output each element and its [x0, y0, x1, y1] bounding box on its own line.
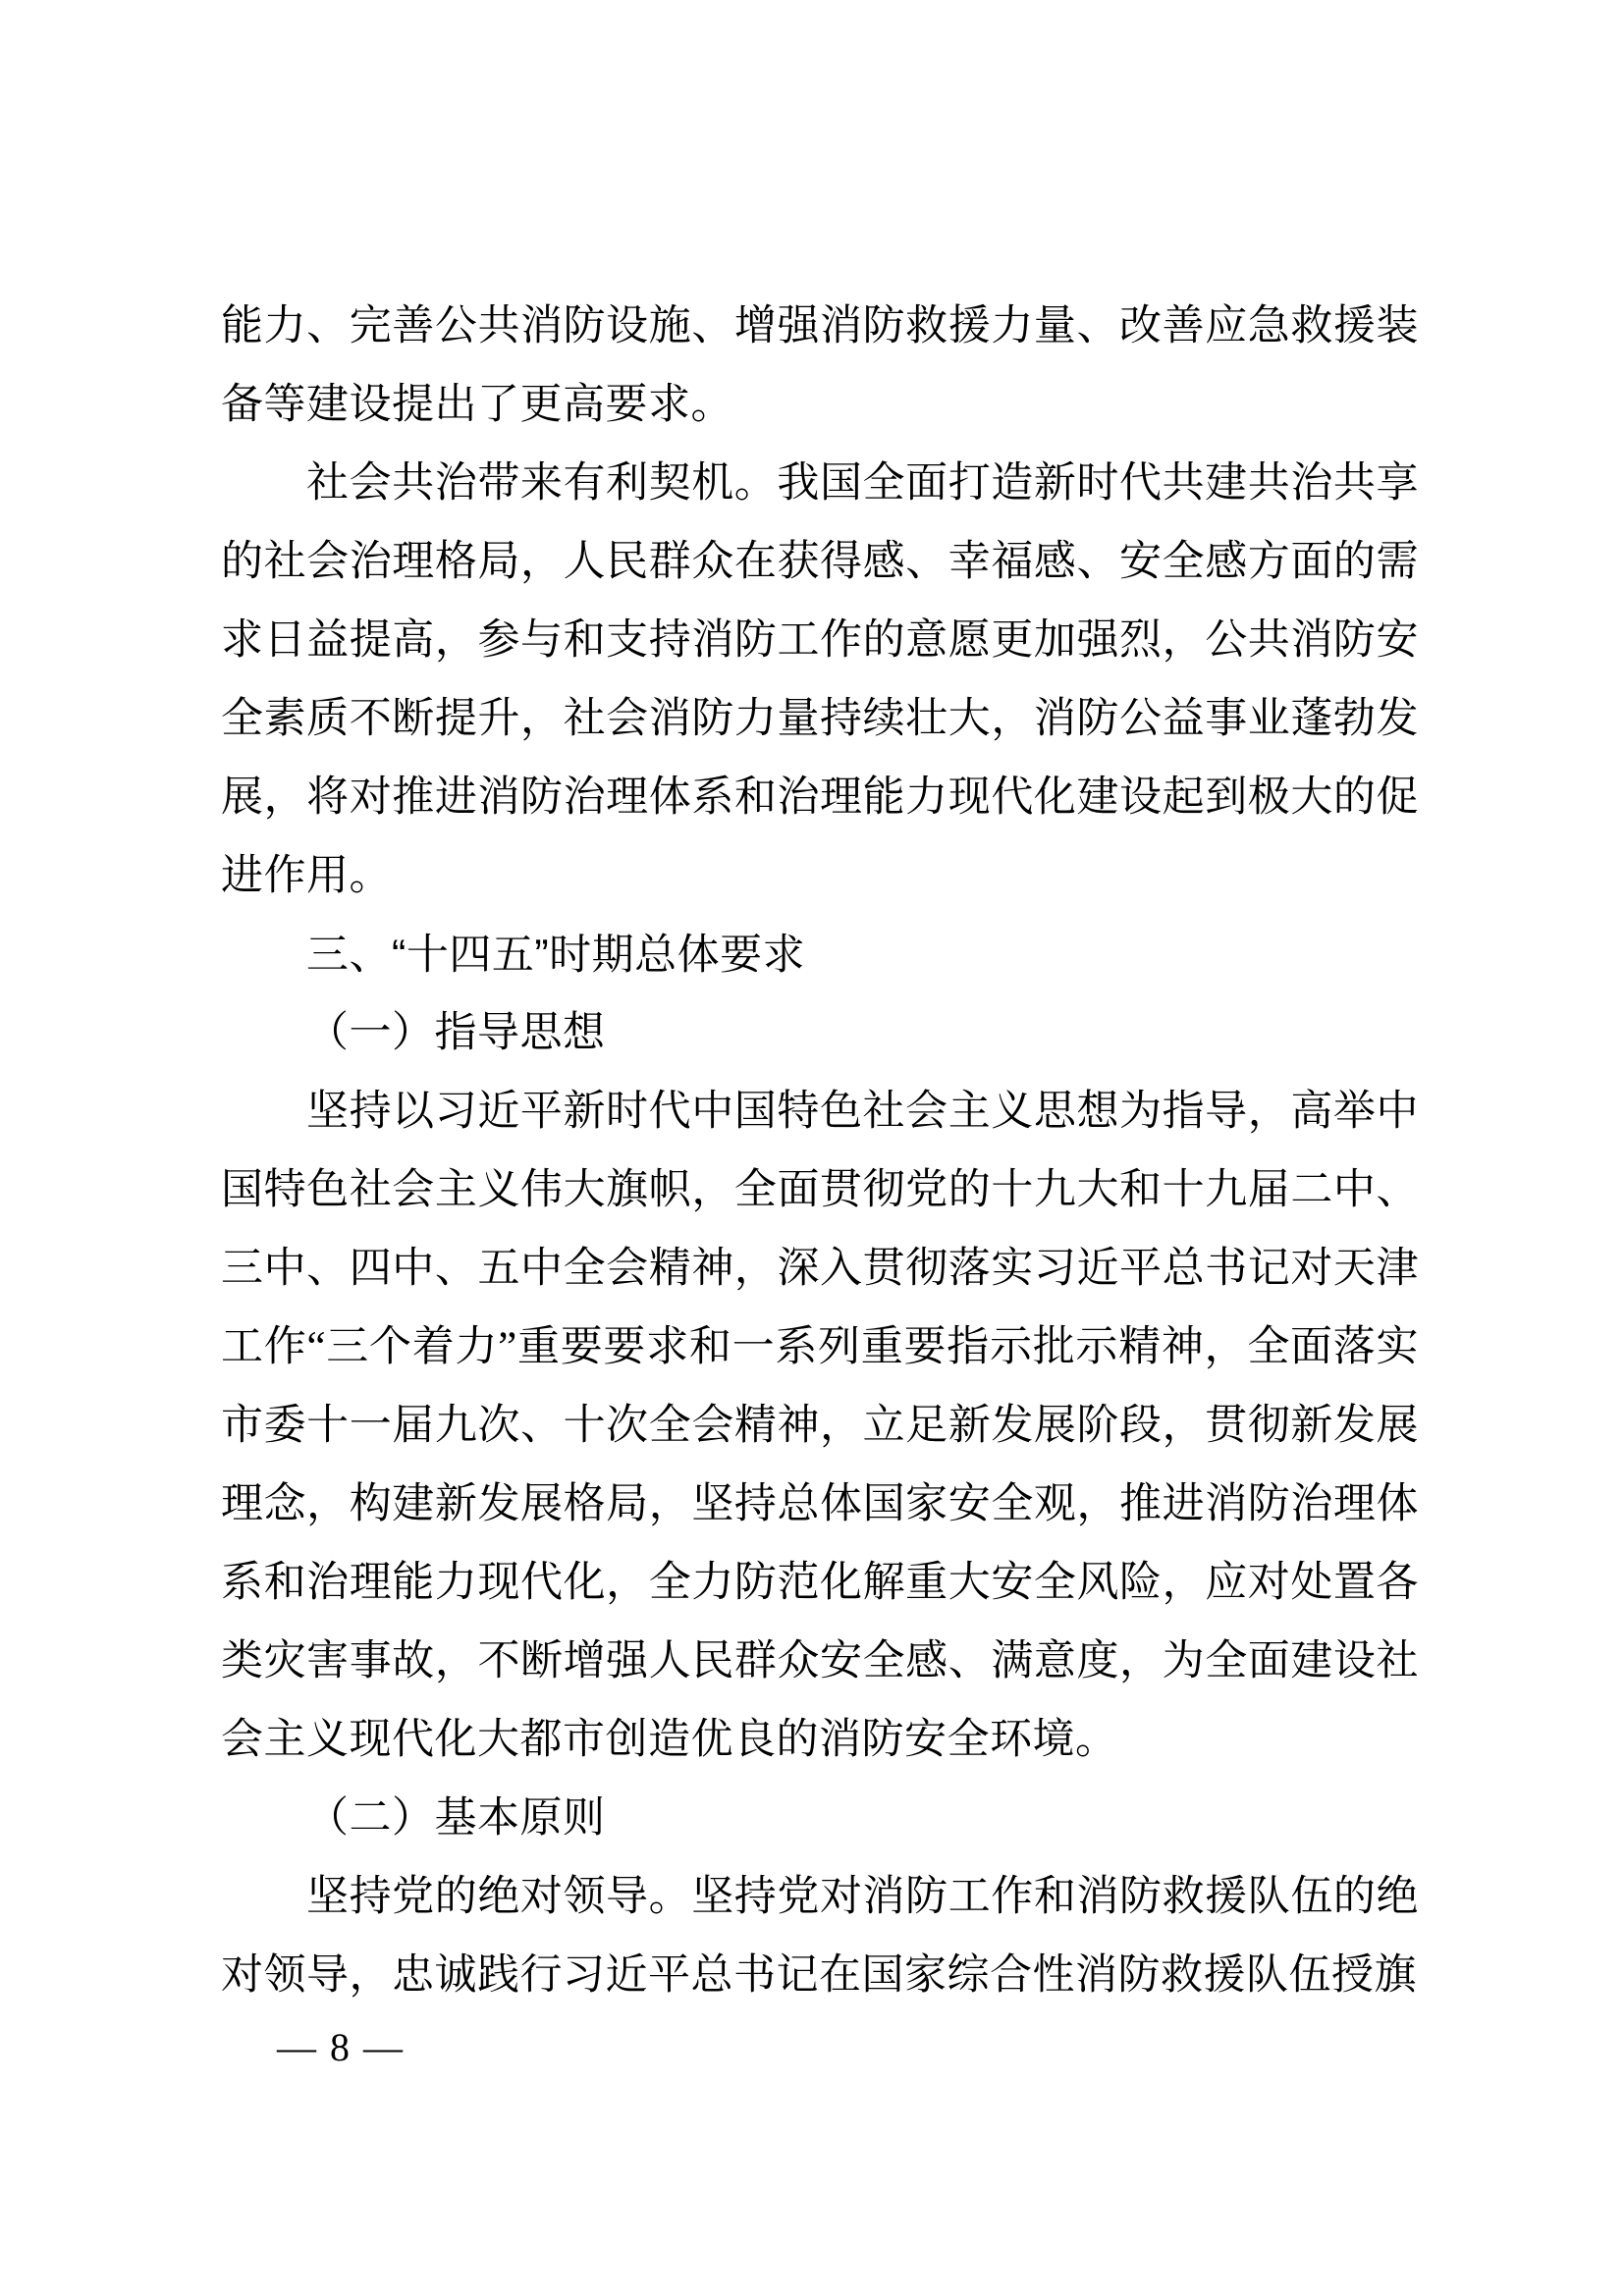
subheading-guiding-ideology: （一）指导思想	[306, 1010, 606, 1056]
paragraph-continuation: 能力、完善公共消防设施、增强消防救援力量、改善应急救援装备等建设提出了更高要求。	[221, 303, 1419, 428]
paragraph-basic-principles: 坚持党的绝对领导。坚持党对消防工作和消防救援队伍的绝对领导，忠诚践行习近平总书记在国家综合性消防救援队伍授旗	[221, 1874, 1419, 1999]
subheading-basic-principles: （二）基本原则	[306, 1795, 606, 1842]
section-heading: 三、“十四五”时期总体要求	[306, 932, 806, 979]
page-number: — 8 —	[277, 2025, 405, 2069]
document-body	[221, 288, 1419, 2015]
paragraph-social-governance: 社会共治带来有利契机。我国全面打造新时代共建共治共享的社会治理格局，人民群众在获得感、幸福感、安全感方面的需求日益提高，参与和支持消防工作的意愿更加强烈，公共消防安全素质不断提升，社会消防力量持续壮大，消防公益事业蓬勃发展，将对推进消防治理体系和治理能力现代化建设起到极大的促进作用。	[221, 460, 1419, 899]
paragraph-guiding-ideology: 坚持以习近平新时代中国特色社会主义思想为指导，高举中国特色社会主义伟大旗帜，全面贯彻党的十九大和十九届二中、三中、四中、五中全会精神，深入贯彻落实习近平总书记对天津工作“三个着力”重要要求和一系列重要指示批示精神，全面落实市委十一届九次、十次全会精神，立足新发展阶段，贯彻新发展理念，构建新发展格局，坚持总体国家安全观，推进消防治理体系和治理能力现代化，全力防范化解重大安全风险，应对处置各类灾害事故，不断增强人民群众安全感、满意度，为全面建设社会主义现代化大都市创造优良的消防安全环境。	[221, 1089, 1419, 1763]
